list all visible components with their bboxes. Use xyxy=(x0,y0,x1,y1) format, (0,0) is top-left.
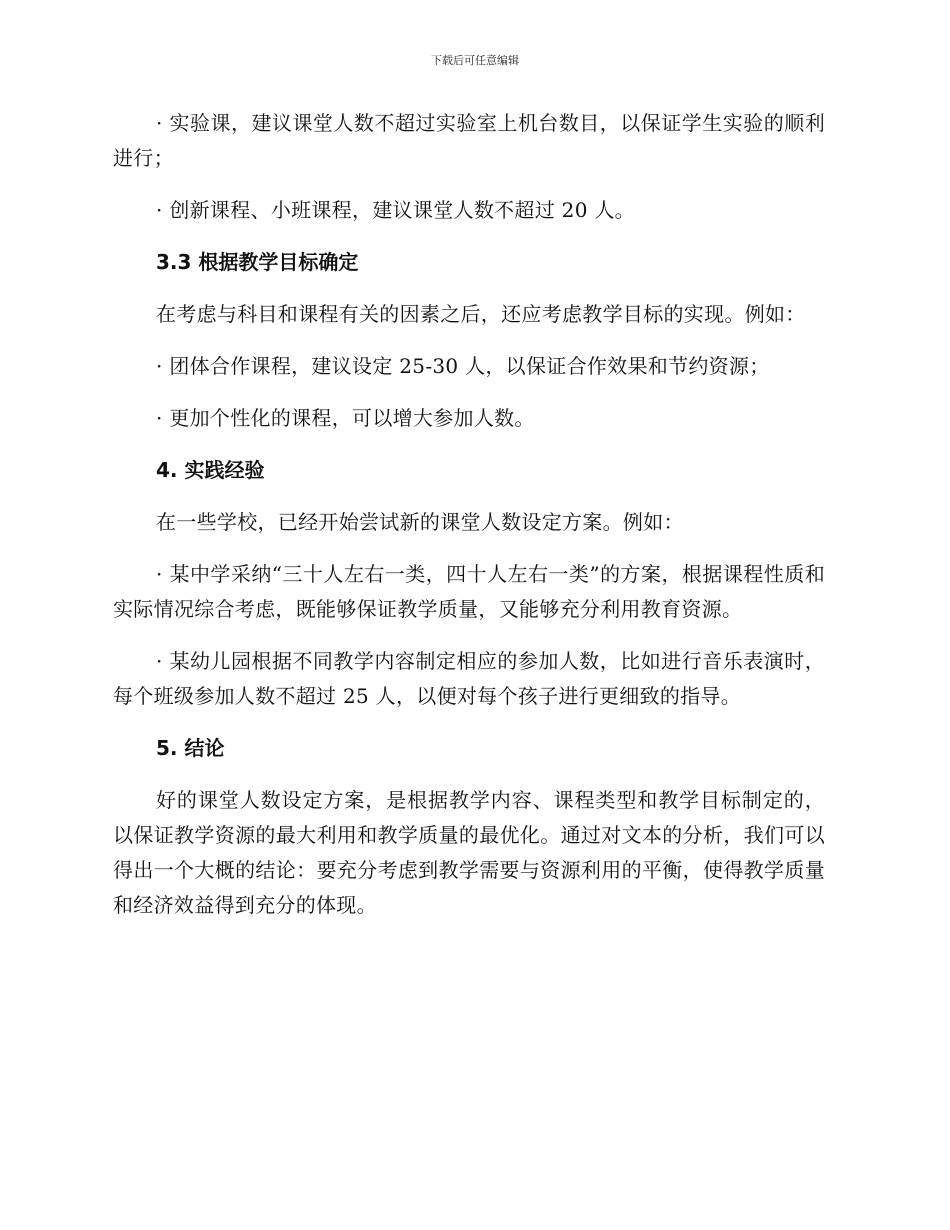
document-body xyxy=(113,106,825,940)
paragraph-conclusion: 好的课堂人数设定方案，是根据教学内容、课程类型和教学目标制定的，以保证教学资源的最大利用和教学质量的最优化。通过对文本的分析，我们可以得出一个大概的结论：要充分考虑到教学需要与资源利用的平衡，使得教学质量和经济效益得到充分的体现。 xyxy=(113,788,825,917)
bullet-small-class: · 创新课程、小班课程，建议课堂人数不超过 20 人。 xyxy=(156,198,635,222)
page-header: 下载后可任意编辑 xyxy=(431,54,519,67)
bullet-lab-course: · 实验课，建议课堂人数不超过实验室上机台数目，以保证学生实验的顺利进行； xyxy=(113,111,825,170)
heading-section-4: 4. 实践经验 xyxy=(156,458,265,482)
heading-section-5: 5. 结论 xyxy=(156,736,225,760)
heading-section-3-3: 3.3 根据教学目标确定 xyxy=(156,250,359,274)
paragraph-teaching-goals: 在考虑与科目和课程有关的因素之后，还应考虑教学目标的实现。例如： xyxy=(156,302,806,326)
paragraph-practice: 在一些学校，已经开始尝试新的课堂人数设定方案。例如： xyxy=(156,510,684,534)
bullet-middle-school: · 某中学采纳“三十人左右一类，四十人左右一类”的方案，根据课程性质和实际情况综合考虑，既能够保证教学质量，又能够充分利用教育资源。 xyxy=(113,562,825,621)
bullet-personalized-course: · 更加个性化的课程，可以增大参加人数。 xyxy=(156,406,535,430)
bullet-team-course: · 团体合作课程，建议设定 25-30 人，以保证合作效果和节约资源； xyxy=(156,354,770,378)
bullet-kindergarten: · 某幼儿园根据不同教学内容制定相应的参加人数，比如进行音乐表演时，每个班级参加人数不超过 25 人，以便对每个孩子进行更细致的指导。 xyxy=(113,649,825,708)
